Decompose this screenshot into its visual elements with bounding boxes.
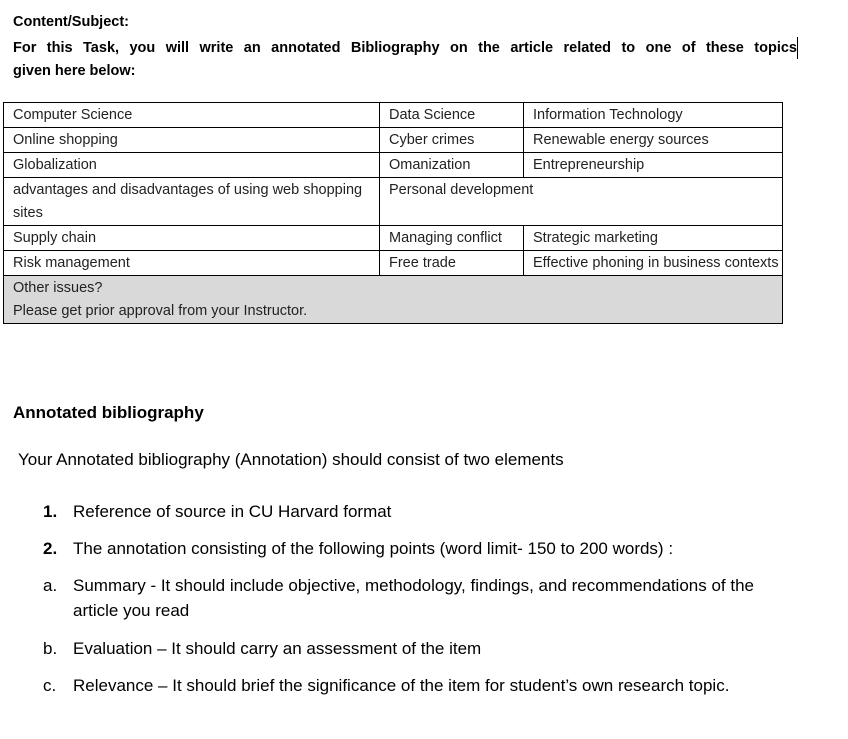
- topic-cell: Online shopping: [4, 128, 380, 153]
- topic-cell: advantages and disadvantages of using web shopping sites: [4, 178, 380, 226]
- topic-cell: Renewable energy sources: [524, 128, 783, 153]
- topic-cell: Risk management: [4, 251, 380, 276]
- list-item: Summary - It should include objective, methodology, findings, and recommendations of the article you read: [73, 576, 754, 620]
- list-marker: 1.: [43, 502, 58, 521]
- list-marker: 2.: [43, 539, 58, 558]
- topic-cell: Entrepreneurship: [524, 153, 783, 178]
- table-row: [4, 128, 783, 153]
- topic-cell: Cyber crimes: [380, 128, 524, 153]
- topic-cell: Data Science: [380, 103, 524, 128]
- topic-cell: Globalization: [4, 153, 380, 178]
- list-item: Relevance – It should brief the significance of the item for student’s own research topic.: [73, 676, 730, 695]
- topic-cell: Omanization: [380, 153, 524, 178]
- topic-cell: Computer Science: [4, 103, 380, 128]
- list-item: Evaluation – It should carry an assessment of the item: [73, 639, 482, 658]
- table-row: [4, 103, 783, 128]
- topic-cell: Supply chain: [4, 226, 380, 251]
- list-marker: b.: [43, 639, 58, 658]
- other-issues-row: [4, 276, 783, 324]
- topic-cell: Managing conflict: [380, 226, 524, 251]
- topic-cell: Information Technology: [524, 103, 783, 128]
- topic-cell: Strategic marketing: [524, 226, 783, 251]
- task-intro-line-1: For this Task, you will write an annotated Bibliography on the article related to one of these topics: [13, 40, 797, 56]
- table-row: [4, 153, 783, 178]
- list-marker: c.: [43, 676, 57, 695]
- other-issues-label: Other issues?: [13, 280, 103, 296]
- list-item: The annotation consisting of the following points (word limit- 150 to 200 words) :: [73, 539, 674, 558]
- topics-table: [3, 102, 783, 324]
- table-row: [4, 251, 783, 276]
- topic-cell: Personal development: [380, 178, 783, 226]
- topic-cell: Free trade: [380, 251, 524, 276]
- list-marker: a.: [43, 576, 58, 595]
- table-row: [4, 178, 783, 226]
- annotated-bibliography-description: Your Annotated bibliography (Annotation) should consist of two elements: [18, 450, 564, 469]
- topic-cell: Effective phoning in business contexts: [524, 251, 783, 276]
- task-intro-line-2: given here below:: [13, 63, 136, 79]
- text-cursor: [797, 37, 798, 59]
- content-subject-heading: Content/Subject:: [13, 14, 129, 30]
- list-item: Reference of source in CU Harvard format: [73, 502, 392, 521]
- approval-note: Please get prior approval from your Instructor.: [13, 303, 308, 319]
- table-row: [4, 226, 783, 251]
- other-issues-cell: [4, 276, 783, 324]
- annotated-bibliography-title: Annotated bibliography: [13, 403, 204, 422]
